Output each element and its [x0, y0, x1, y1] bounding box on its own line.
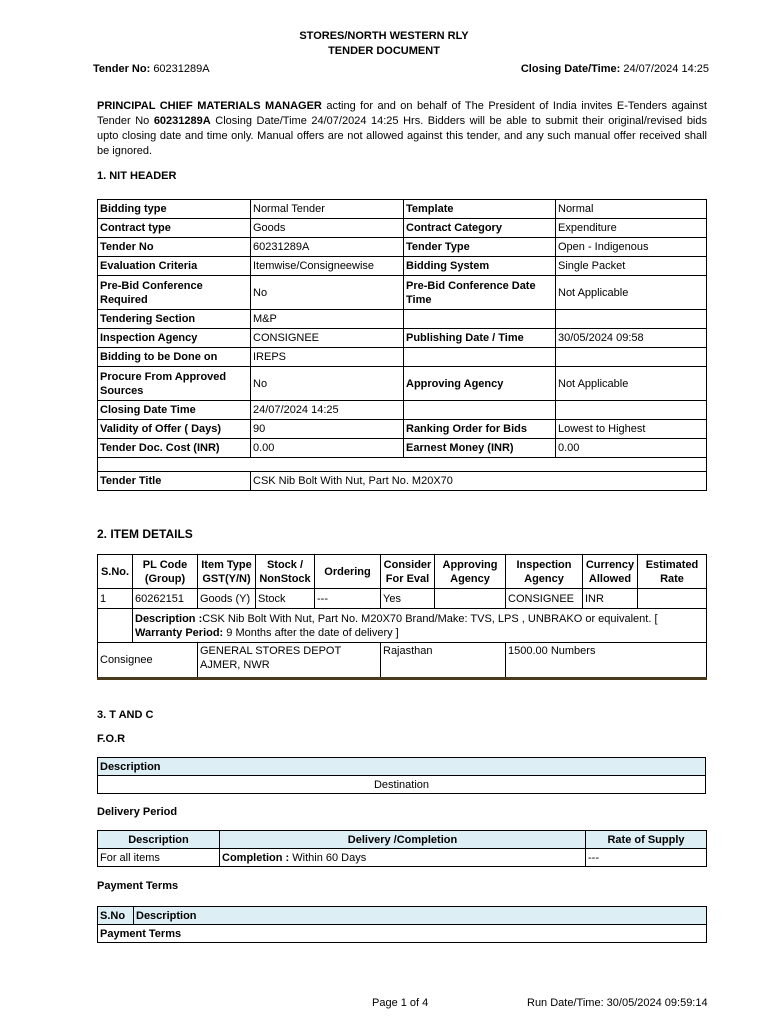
nit-value: CONSIGNEE [251, 329, 404, 348]
nit-label: Pre-Bid Conference Required [98, 276, 251, 310]
nit-value: No [251, 367, 404, 401]
nit-label: Ranking Order for Bids [404, 420, 556, 439]
items-cell [435, 589, 506, 609]
nit-label: Bidding to be Done on [98, 348, 251, 367]
nit-label: Inspection Agency [98, 329, 251, 348]
items-cell: Stock [256, 589, 315, 609]
nit-value: 30/05/2024 09:58 [556, 329, 707, 348]
items-column-header: Stock / NonStock [256, 555, 315, 589]
delivery-column-header: Description [98, 831, 220, 849]
items-cell: Goods (Y) [198, 589, 256, 609]
closing-header [521, 63, 709, 75]
nit-value: Goods [251, 219, 404, 238]
items-table [97, 554, 707, 680]
delivery-heading: Delivery Period [97, 806, 178, 818]
items-column-header: Inspection Agency [506, 555, 583, 589]
intro-tender-no: 60231289A [153, 115, 211, 127]
nit-heading: 1. NIT HEADER [97, 170, 177, 182]
nit-row [98, 401, 707, 420]
nit-label: Approving Agency [404, 367, 556, 401]
item-description-cell [133, 609, 707, 643]
items-column-header: Currency Allowed [583, 555, 638, 589]
closing-value: 24/07/2024 14:25 [623, 63, 709, 75]
nit-value: Lowest to Highest [556, 420, 707, 439]
nit-label: Tender No [98, 238, 251, 257]
items-cell: 60262151 [133, 589, 198, 609]
warranty-label: Warranty Period: [135, 626, 224, 639]
nit-label [404, 401, 556, 420]
doc-org-title: STORES/NORTH WESTERN RLY [299, 30, 469, 42]
nit-value: 0.00 [556, 439, 707, 458]
closing-label: Closing Date/Time: [520, 63, 621, 75]
nit-value: Single Packet [556, 257, 707, 276]
tender-no-header [93, 63, 210, 75]
payment-row [98, 925, 707, 943]
items-cell [638, 589, 707, 609]
tender-title-label: Tender Title [98, 472, 251, 491]
items-cell: CONSIGNEE [506, 589, 583, 609]
completion-value: Within 60 Days [289, 851, 367, 864]
delivery-column-header: Rate of Supply [586, 831, 707, 849]
items-header-row [98, 555, 707, 589]
nit-label: Contract type [98, 219, 251, 238]
nit-row [98, 257, 707, 276]
items-column-header: Item Type GST(Y/N) [198, 555, 256, 589]
nit-row [98, 276, 707, 310]
nit-row [98, 329, 707, 348]
nit-value [556, 348, 707, 367]
nit-spacer-row [98, 458, 707, 472]
items-heading: 2. ITEM DETAILS [97, 527, 193, 541]
nit-value: Not Applicable [556, 276, 707, 310]
nit-label: Publishing Date / Time [404, 329, 556, 348]
nit-row [98, 238, 707, 257]
nit-spacer-cell [98, 458, 707, 472]
intro-text-2: Closing Date/Time 24/07/2024 14:25 Hrs. Bidders will be able to submit their original/revised bids upto closing date and time only. Manual offers are not allowed against this tender, and any such manual offer received shall be ignored. [97, 115, 707, 157]
delivery-description: For all items [98, 849, 220, 867]
nit-label: Validity of Offer ( Days) [98, 420, 251, 439]
items-column-header: Estimated Rate [638, 555, 707, 589]
items-column-header: Consider For Eval [381, 555, 435, 589]
nit-row [98, 200, 707, 219]
nit-value: 60231289A [251, 238, 404, 257]
nit-row [98, 367, 707, 401]
tender-title-row [98, 472, 707, 491]
nit-label: Evaluation Criteria [98, 257, 251, 276]
nit-value: Normal [556, 200, 707, 219]
nit-value: Open - Indigenous [556, 238, 707, 257]
nit-value: 24/07/2024 14:25 [251, 401, 404, 420]
nit-value: IREPS [251, 348, 404, 367]
nit-label: Contract Category [404, 219, 556, 238]
table-row [98, 589, 707, 609]
intro-paragraph [97, 99, 707, 159]
items-column-header: Ordering [315, 555, 381, 589]
consignee-state: Rajasthan [381, 643, 506, 679]
item-description-text: CSK Nib Bolt With Nut, Part No. M20X70 Brand/Make: TVS, LPS , UNBRAKO or equivalent. [ [202, 612, 658, 625]
nit-label: Bidding type [98, 200, 251, 219]
nit-value: 0.00 [251, 439, 404, 458]
warranty-text: 9 Months after the date of delivery ] [223, 626, 399, 639]
items-column-header: Approving Agency [435, 555, 506, 589]
page-number: Page 1 of 4 [372, 997, 429, 1009]
nit-label: Pre-Bid Conference Date Time [404, 276, 556, 310]
delivery-completion [220, 849, 586, 867]
nit-value: No [251, 276, 404, 310]
payment-table [97, 906, 707, 943]
run-datetime: Run Date/Time: 30/05/2024 09:59:14 [527, 997, 708, 1009]
nit-value: Itemwise/Consigneewise [251, 257, 404, 276]
consignee-name: GENERAL STORES DEPOT AJMER, NWR [198, 643, 381, 679]
nit-label: Earnest Money (INR) [404, 439, 556, 458]
payment-column-header: S.No [98, 907, 134, 925]
nit-value [556, 401, 707, 420]
payment-column-header: Description [134, 907, 707, 925]
delivery-row [98, 849, 707, 867]
payment-heading: Payment Terms [97, 880, 179, 892]
nit-label: Closing Date Time [98, 401, 251, 420]
for-value: Destination [98, 776, 706, 794]
tender-title-value: CSK Nib Bolt With Nut, Part No. M20X70 [251, 472, 707, 491]
nit-value: Expenditure [556, 219, 707, 238]
nit-row [98, 420, 707, 439]
delivery-column-header: Delivery /Completion [220, 831, 586, 849]
for-heading: F.O.R [97, 733, 126, 745]
items-cell: --- [315, 589, 381, 609]
for-table [97, 757, 706, 794]
nit-label [404, 310, 556, 329]
intro-authority: PRINCIPAL CHIEF MATERIALS MANAGER [97, 100, 322, 112]
nit-label: Bidding System [404, 257, 556, 276]
nit-label: Procure From Approved Sources [98, 367, 251, 401]
nit-row [98, 348, 707, 367]
item-description-label: Description : [135, 612, 203, 625]
items-cell: Yes [381, 589, 435, 609]
item-description-row [98, 609, 707, 643]
nit-value: Not Applicable [556, 367, 707, 401]
nit-value [556, 310, 707, 329]
nit-label [404, 348, 556, 367]
nit-value: M&P [251, 310, 404, 329]
delivery-rate: --- [586, 849, 707, 867]
tandc-heading: 3. T AND C [97, 709, 154, 721]
tender-no-label: Tender No: [93, 63, 151, 75]
doc-title: TENDER DOCUMENT [328, 45, 440, 57]
completion-label: Completion : [222, 851, 290, 864]
consignee-quantity: 1500.00 Numbers [506, 643, 707, 679]
consignee-row [98, 643, 707, 679]
items-column-header: PL Code (Group) [133, 555, 198, 589]
nit-table [97, 199, 707, 491]
intro-text-1: acting for and on behalf of The President of India invites E-Tenders against Tender No [97, 100, 707, 127]
items-cell: 1 [98, 589, 133, 609]
delivery-header-row [98, 831, 707, 849]
tender-no-value: 60231289A [153, 63, 210, 75]
items-cell: INR [583, 589, 638, 609]
nit-value: Normal Tender [251, 200, 404, 219]
for-col-description: Description [98, 758, 706, 776]
payment-header-row [98, 907, 707, 925]
nit-row [98, 439, 707, 458]
nit-label: Tender Type [404, 238, 556, 257]
nit-label: Tendering Section [98, 310, 251, 329]
nit-row [98, 219, 707, 238]
delivery-table [97, 830, 707, 867]
consignee-label: Consignee [98, 643, 198, 679]
payment-terms-cell: Payment Terms [98, 925, 707, 943]
items-column-header: S.No. [98, 555, 133, 589]
nit-label: Tender Doc. Cost (INR) [98, 439, 251, 458]
nit-value: 90 [251, 420, 404, 439]
nit-label: Template [404, 200, 556, 219]
nit-row [98, 310, 707, 329]
